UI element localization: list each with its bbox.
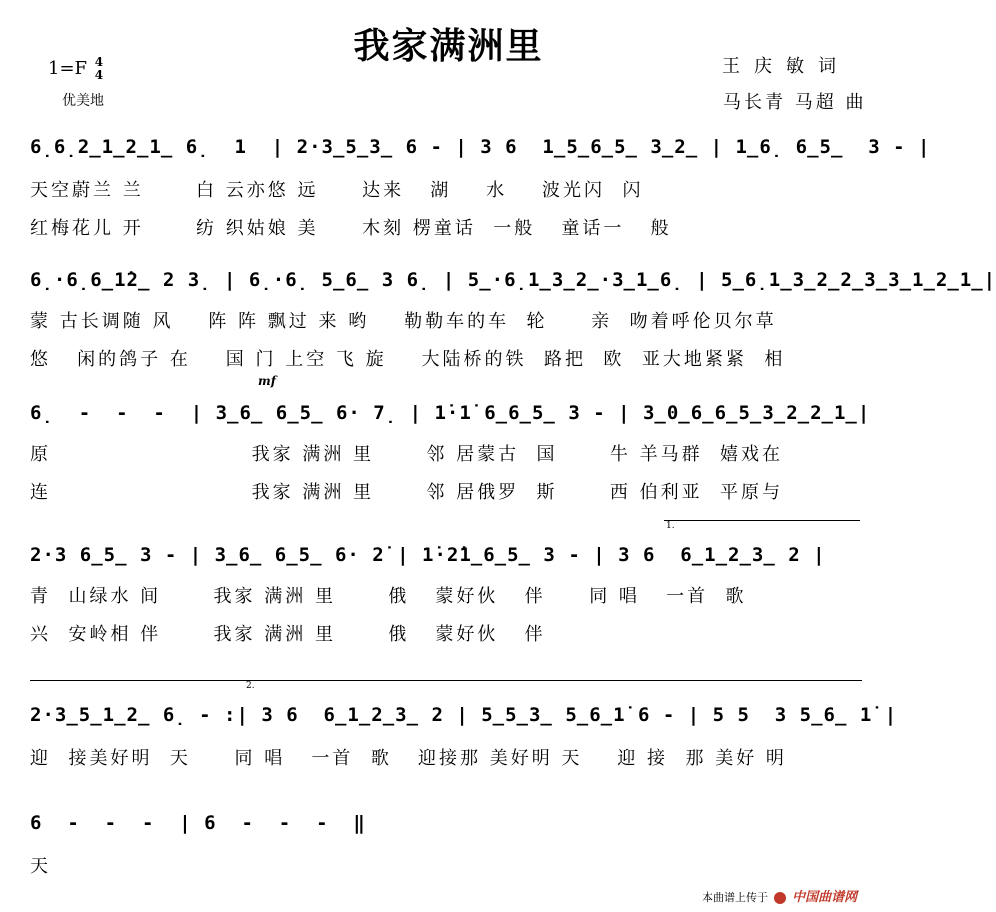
time-top: 4 [94,55,104,69]
key-signature [48,56,103,82]
lyric-line-verse-1: 青 山绿水 间 我家 满洲 里 俄 蒙好伙 伴 同 唱 一首 歌 [30,586,747,607]
notation-line: 6̣·6̣6̲1̇2̲ 2 3̣ | 6̣·6̣ 5̲6̲ 3 6̣ | 5̲·6̣1̲3̲2̲·3̲1̲6̣ | 5̲6̣1̲3̲2̲2̲3̲3̲1̲2̲1̲| [30,269,996,291]
tempo-marking: 优美地 [62,93,104,109]
site-brand: 中国曲谱网 [792,889,858,904]
volta-1-label: 1. [666,521,675,531]
notation-line: 6 - - - | 6 - - - ‖ [30,812,366,834]
source-footer [702,886,857,905]
lyric-line-verse-2: 连 我家 满洲 里 邻 居俄罗 斯 西 伯利亚 平原与 [30,482,784,503]
key-label: 1=F [48,58,88,79]
notation-line: 6̣ - - - | 3̲6̲ 6̲5̲ 6· 7̣ | 1̇·1̇ 6̲6̲5̲ 3 - | 3̲0̲6̲6̲5̲3̲2̲2̲1̲| [30,402,871,424]
lyric-line-verse-2: 悠 闲的鸽子 在 国 门 上空 飞 旋 大陆桥的铁 路把 欧 亚大地紧紧 相 [30,349,786,370]
lyric-line-verse-1: 原 我家 满洲 里 邻 居蒙古 国 牛 羊马群 嬉戏在 [30,444,784,465]
volta-2-bracket [30,680,862,681]
dynamic-marking: mf [258,374,276,388]
volta-1-bracket [664,520,860,521]
lyric-line-verse-2: 兴 安岭相 伴 我家 满洲 里 俄 蒙好伙 伴 [30,624,546,645]
notation-line: 2·3 6̲5̲ 3 - | 3̲6̲ 6̲5̲ 6· 2̇ | 1̇·2̇1̲6̲5̲ 3 - | 3 6 6̲1̲2̲3̲ 2 | [30,544,826,566]
site-logo-icon [774,892,786,904]
lyric-line-verse-1: 蒙 古长调随 风 阵 阵 飘过 来 哟 勒勒车的车 轮 亲 吻着呼伦贝尔草 [30,311,777,332]
notation-line: 2·3̲5̲1̲2̲ 6̣ - :| 3 6 6̲1̲2̲3̲ 2 | 5̲5̲3̲ 5̲6̲1̇ 6 - | 5 5 3 5̲6̲ 1̇ | [30,704,898,726]
time-signature [95,56,103,82]
time-bottom: 4 [94,68,104,82]
upload-text: 本曲谱上传于 [702,892,768,904]
volta-2-label: 2. [246,681,255,691]
lyric-line: 迎 接美好明 天 同 唱 一首 歌 迎接那 美好明 天 迎 接 那 美好 明 [30,748,787,769]
composer-credit: 马长青 马超 曲 [723,92,867,113]
song-title: 我家满洲里 [353,25,544,67]
lyric-line-verse-2: 红梅花儿 开 纺 织姑娘 美 木刻 楞童话 一般 童话一 般 [30,218,672,239]
lyricist-credit: 王庆敏词 [722,56,850,77]
notation-line: 6̣6̣2̲1̲2̲1̲ 6̣ 1 | 2·3̲5̲3̲ 6 - | 3 6 1̲5̲6̲5̲ 3̲2̲ | 1̲6̣ 6̲5̲ 3 - | [30,136,931,158]
lyric-line: 天 [30,856,51,877]
lyric-line-verse-1: 天空蔚兰 兰 白 云亦悠 远 达来 湖 水 波光闪 闪 [30,180,644,201]
